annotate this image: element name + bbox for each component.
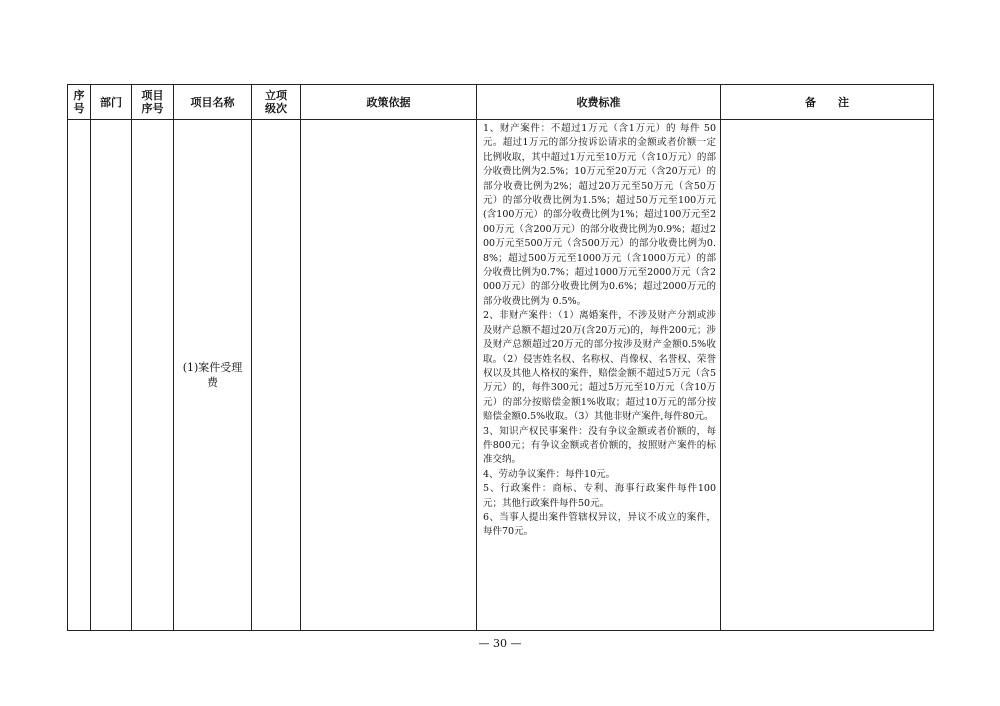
header-row [68, 85, 934, 120]
cell-department [91, 120, 132, 631]
header-seq: 序 号 [68, 85, 91, 120]
header-department: 部门 [91, 85, 132, 120]
fee-table [67, 84, 934, 631]
cell-fee-standard [477, 120, 721, 631]
header-approval-level: 立项 级次 [252, 85, 301, 120]
cell-policy-basis [301, 120, 477, 631]
header-remarks: 备 注 [721, 85, 934, 120]
header-item-name: 项目名称 [174, 85, 252, 120]
fee-standard-labor-cases: 4、劳动争议案件：每件10元。 [483, 468, 616, 480]
table-row [68, 120, 934, 631]
header-fee-standard: 收费标准 [477, 85, 721, 120]
fee-standard-ip-cases: 3、知识产权民事案件：没有争议金额或者价额的，每件800元；有争议金额或者价额的，按照财产案件的标准交纳。 [483, 425, 716, 466]
header-policy-basis: 政策依据 [301, 85, 477, 120]
cell-item-name: (1)案件受理费 [174, 120, 252, 631]
fee-standard-non-property-cases: 2、非财产案件：（1）离婚案件，不涉及财产分割或涉及财产总额不超过20万(含20万元)的，每件200元；涉及财产总额超过20万元的部分按涉及财产金额0.5%收取。（2）侵害姓名权、名称权、肖像权、名誉权、荣誉权以及其他人格权的案件，赔偿金额不超过5万元（含5万元）的，每件300元；超过5万元至10万元（含10万元）的部分按赔偿金额1%收取；超过10万元的部分按赔偿金额0.5%收取。（3）其他非财产案件,每件80元。 [483, 310, 716, 423]
fee-standard-admin-cases: 5、行政案件：商标、专利、海事行政案件每件100元；其他行政案件每件50元。 [483, 483, 716, 509]
cell-approval-level [252, 120, 301, 631]
fee-standard-jurisdiction-objection: 6、当事人提出案件管辖权异议，异议不成立的案件，每件70元。 [483, 511, 716, 538]
cell-seq [68, 120, 91, 631]
page-number: — 30 — [478, 637, 522, 650]
cell-item-seq [132, 120, 174, 631]
fee-standard-property-cases: 1、财产案件：不超过1万元（含1万元）的 每件 50元。超过1万元的部分按诉讼请求的金额或者价额一定比例收取，其中超过1万元至10万元（含10万元）的部分收费比例为2.5%；10万元至20万元（含20万元）的部分收费比例为2%；超过20万元至50万元（含50万元）的部分收费比例为1.5%；超过50万元至100万元(含100万元）的部分收费比例为1%；超过100万元至200万元（含200万元）的部分收费比例为0.9%；超过200万元至500万元（含500万元）的部分收费比例为0.8%；超过500万元至1000万元（含1000万元）的部分收费比例为0.7%；超过1000万元至2000万元（含2000万元）的部分收费比例为0.6%；超过2000万元的部分收费比例为 0.5%。 [483, 123, 716, 307]
header-item-seq: 项目 序号 [132, 85, 174, 120]
cell-remarks [721, 120, 934, 631]
